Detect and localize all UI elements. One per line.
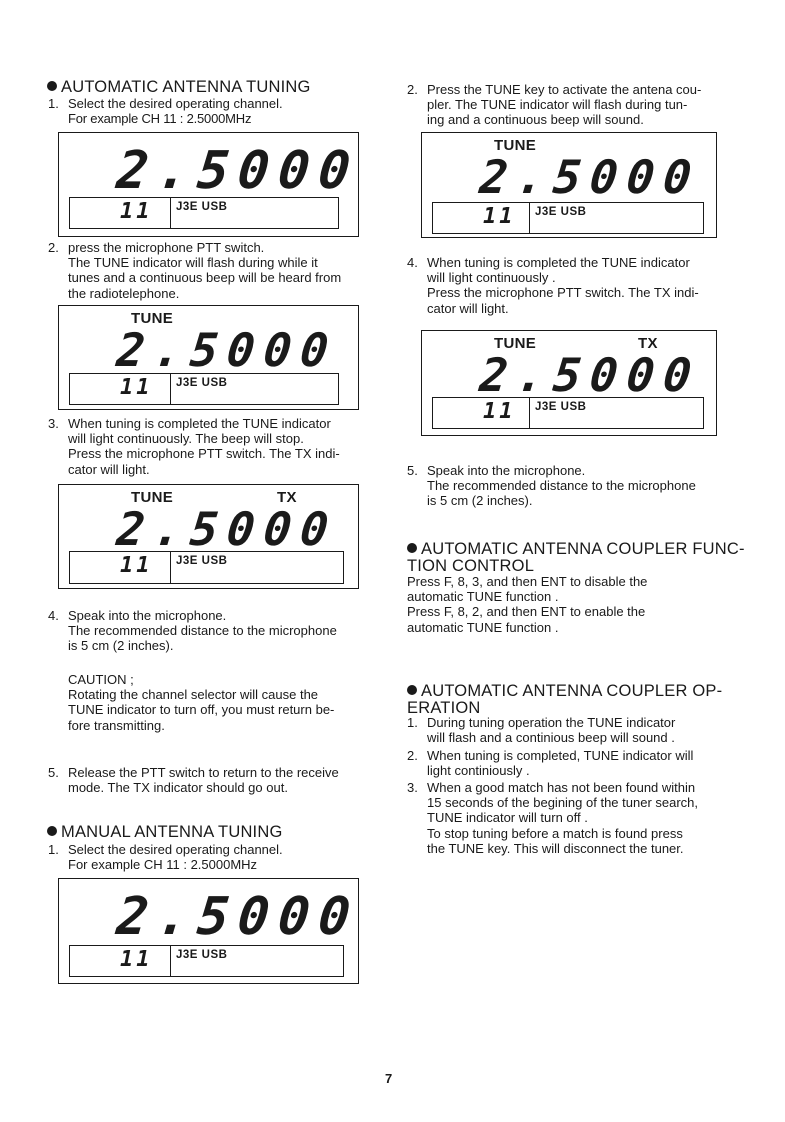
step-line: Press the microphone PTT switch. The TX indi- [427, 285, 699, 301]
step-line: cator will light. [68, 461, 150, 477]
coupler-line: automatic TUNE function . [407, 619, 559, 635]
step-line: Speak into the microphone. [427, 463, 586, 478]
step-number: 2. [48, 240, 59, 255]
caution-line: fore transmitting. [68, 717, 165, 733]
lcd-channel-box [69, 373, 339, 405]
step-line: To stop tuning before a match is found press [427, 825, 683, 841]
step-line: will light continuously. The beep will stop. [68, 431, 304, 447]
lcd-divider [170, 552, 171, 583]
bullet-icon [47, 81, 57, 91]
step-line: press the microphone PTT switch. [68, 240, 265, 255]
step-number: 5. [407, 463, 418, 478]
heading-text: AUTOMATIC ANTENNA COUPLER FUNC- [421, 540, 745, 558]
lcd-channel-box [432, 202, 704, 234]
step-line: will light continuously . [427, 270, 556, 286]
step-line: 15 seconds of the begining of the tuner search, [427, 795, 699, 811]
coupler-function-heading-line-2: TION CONTROL [407, 557, 535, 575]
lcd-channel-box [69, 551, 344, 584]
step-line: When a good match has not been found within [427, 780, 696, 795]
step-line: cator will light. [427, 300, 509, 316]
auto-step-5 [48, 765, 363, 796]
manual-tuning-heading-text: MANUAL ANTENNA TUNING [61, 823, 283, 841]
lcd-channel-box [69, 945, 344, 977]
step-line: Press the TUNE key to activate the antena cou- [427, 82, 702, 97]
lcd-tune-indicator: TUNE [494, 137, 537, 154]
lcd-mode: J3E USB [176, 377, 228, 389]
bullet-icon [407, 685, 417, 695]
auto-step-1 [48, 96, 368, 127]
operation-step-1 [407, 715, 724, 746]
lcd-mode: J3E USB [176, 201, 228, 213]
coupler-function-text [407, 574, 723, 635]
operation-step-2 [407, 748, 724, 779]
step-line: The recommended distance to the microphone [68, 623, 337, 639]
step-line: is 5 cm (2 inches). [68, 638, 174, 654]
coupler-line: automatic TUNE function . [407, 589, 559, 605]
manual-tuning-heading [47, 824, 283, 841]
lcd-mode: J3E USB [176, 555, 228, 567]
caution-line: Rotating the channel selector will cause the [68, 687, 319, 703]
step-line: For example CH 11 : 2.5000MHz [68, 857, 258, 873]
lcd-channel: 11 [483, 399, 516, 424]
lcd-channel: 11 [120, 199, 153, 224]
step-line: the TUNE key. This will disconnect the tuner. [427, 840, 684, 856]
auto-step-4 [48, 608, 363, 654]
lcd-tx-indicator: TX [277, 489, 297, 506]
step-line: TUNE indicator will turn off . [427, 810, 588, 826]
step-line: tunes and a continuous beep will be heard from [68, 270, 342, 286]
step-line: For example CH 11 : 2.5000MHz [68, 111, 252, 127]
lcd-display-6 [421, 330, 717, 436]
auto-step-3 [48, 416, 363, 477]
step-line: When tuning is completed, TUNE indicator will [427, 748, 694, 763]
lcd-channel-box [69, 197, 339, 229]
lcd-tx-indicator: TX [638, 335, 658, 352]
step-number: 3. [407, 780, 418, 795]
step-line: The recommended distance to the microphone [427, 478, 696, 494]
lcd-frequency: 2.5000 [113, 141, 362, 201]
coupler-step-4 [407, 255, 722, 316]
step-line: During tuning operation the TUNE indicator [427, 715, 676, 730]
step-number: 1. [48, 96, 59, 111]
step-number: 2. [407, 82, 418, 97]
lcd-tune-indicator: TUNE [131, 310, 174, 327]
step-line: the radiotelephone. [68, 285, 180, 301]
lcd-display-5 [421, 132, 717, 238]
auto-tuning-heading [47, 79, 311, 96]
step-number: 5. [48, 765, 59, 780]
step-number: 2. [407, 748, 418, 763]
step-line: Press the microphone PTT switch. The TX indi- [68, 446, 340, 462]
lcd-mode: J3E USB [535, 206, 587, 218]
lcd-divider [170, 374, 171, 404]
step-line: Release the PTT switch to return to the receive [68, 765, 339, 780]
step-line: Speak into the microphone. [68, 608, 227, 623]
lcd-channel-box [432, 397, 704, 429]
page-number: 7 [385, 1071, 393, 1086]
lcd-divider [170, 946, 171, 976]
lcd-mode: J3E USB [535, 401, 587, 413]
step-line: When tuning is completed the TUNE indicator [68, 416, 331, 431]
step-line: When tuning is completed the TUNE indicator [427, 255, 690, 270]
step-line: The TUNE indicator will flash during while it [68, 255, 318, 271]
step-line: will flash and a continious beep will sound . [427, 730, 675, 746]
step-line: is 5 cm (2 inches). [427, 493, 533, 509]
lcd-frequency: 2.5000 [114, 323, 341, 377]
step-line: pler. The TUNE indicator will flash during tun- [427, 97, 688, 113]
step-number: 4. [407, 255, 418, 270]
caution-note [68, 672, 363, 733]
coupler-step-5 [407, 463, 722, 509]
lcd-frequency: 2.5000 [477, 348, 704, 402]
step-number: 4. [48, 608, 59, 623]
coupler-operation-heading-line-2: ERATION [407, 699, 481, 717]
step-line: ing and a continuous beep will sound. [427, 112, 644, 128]
lcd-display-4 [58, 878, 362, 984]
lcd-divider [529, 398, 530, 428]
operation-step-3 [407, 780, 724, 856]
step-line: light continiously . [427, 763, 530, 779]
coupler-operation-heading [407, 683, 722, 717]
caution-line: CAUTION ; [68, 672, 134, 687]
auto-tuning-heading-text: AUTOMATIC ANTENNA TUNING [61, 78, 311, 96]
step-number: 1. [407, 715, 418, 730]
lcd-tune-indicator: TUNE [494, 335, 537, 352]
lcd-frequency: 2.5000 [114, 502, 341, 556]
step-number: 3. [48, 416, 59, 431]
caution-line: TUNE indicator to turn off, you must return be- [68, 702, 335, 718]
coupler-function-heading-line-1 [407, 541, 745, 558]
auto-step-2 [48, 240, 363, 301]
bullet-icon [407, 543, 417, 553]
coupler-step-2 [407, 82, 722, 128]
coupler-operation-heading-line-1 [407, 683, 722, 700]
coupler-line: Press F, 8, 3, and then ENT to disable the [407, 574, 648, 589]
lcd-tune-indicator: TUNE [131, 489, 174, 506]
step-number: 1. [48, 842, 59, 857]
lcd-channel: 11 [483, 204, 516, 229]
lcd-channel: 11 [120, 553, 153, 578]
lcd-divider [529, 203, 530, 233]
heading-text: AUTOMATIC ANTENNA COUPLER OP- [421, 682, 723, 700]
lcd-mode: J3E USB [176, 949, 228, 961]
lcd-display-1 [58, 132, 362, 237]
lcd-frequency: 2.5000 [113, 887, 362, 947]
lcd-display-2 [58, 305, 359, 410]
step-line: mode. The TX indicator should go out. [68, 780, 288, 796]
lcd-display-3 [58, 484, 359, 589]
lcd-channel: 11 [120, 375, 153, 400]
coupler-function-heading [407, 541, 745, 575]
coupler-line: Press F, 8, 2, and then ENT to enable the [407, 604, 646, 620]
step-line: Select the desired operating channel. [68, 842, 283, 857]
lcd-divider [170, 198, 171, 228]
bullet-icon [47, 826, 57, 836]
step-line: Select the desired operating channel. [68, 96, 283, 111]
lcd-frequency: 2.5000 [477, 150, 704, 204]
manual-step-1 [48, 842, 368, 873]
lcd-channel: 11 [120, 947, 153, 972]
